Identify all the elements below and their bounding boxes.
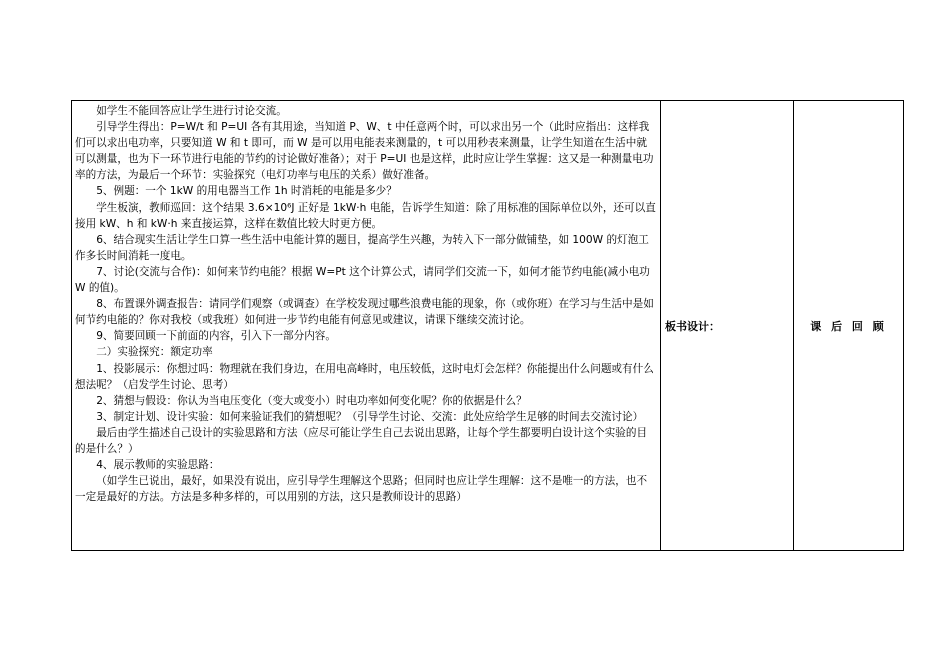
paragraph: 7、讨论(交流与合作)：如何来节约电能？根据 W=Pt 这个计算公式，请同学们交流一下，如何才能节约电能(减小电功 W 的值)。 (75, 265, 650, 295)
paragraph: 如学生不能回答应让学生进行讨论交流。 (96, 105, 287, 117)
paragraph: 2、猜想与假设：你认为当电压变化（变大或变小）时电功率如何变化呢？你的依据是什么？ (96, 394, 527, 407)
lesson-plan-row (72, 101, 904, 551)
paragraph: 学生板演，教师巡回：这个结果 3.6×10⁶J 正好是 1kW·h 电能，告诉学生知道：除了用标准的国际单位以外，还可以直接用 kW、h 和 kW·h 来直接运算，这样在数值比较大时更方便。 (75, 201, 656, 230)
paragraph: 5、例题：一个 1kW 的用电器当工作 1h 时消耗的电能是多少？ (96, 185, 397, 198)
paragraph: 9、简要回顾一下前面的内容，引入下一部分内容。 (96, 330, 336, 343)
after-class-review-cell (794, 101, 904, 551)
paragraph: 3、制定计划、设计实验：如何来验证我们的猜想呢？（引导学生讨论、交流：此处应给学生足够的时间去交流讨论） (96, 410, 644, 423)
paragraph: 4、展示教师的实验思路： (96, 459, 220, 472)
lesson-plan-table (71, 100, 904, 551)
paragraph: 引导学生得出：P=W/t 和 P=UI 各有其用途，当知道 P、W、t 中任意两个时，可以求出另一个（此时应指出：这样我们可以求出电功率，只要知道 W 和 t 即可，而 W 是可以用电能表来测量的，t 可以用秒表来测量，让学生知道在生活中就可以测量，也为下一环节进行电能的节约的讨论做好准备）；对于 P=UI 也是这样，此时应让学生掌握：这又是一种测量电功率的方法，为最后一个环节：实验探究（电灯功率与电压的关系）做好准备。 (75, 121, 654, 182)
board-design-cell (661, 101, 794, 551)
section-heading: 二）实验探究：额定功率 (96, 346, 213, 359)
paragraph: 6、结合现实生活让学生口算一些生活中电能计算的题目，提高学生兴趣，为转入下一部分做铺垫，如 100W 的灯泡工作多长时间消耗一度电。 (75, 233, 649, 262)
paragraph: 1、投影展示：你想过吗：物理就在我们身边，在用电高峰时，电压较低，这时电灯会怎样？你能提出什么问题或有什么想法呢？（启发学生讨论、思考） (75, 362, 654, 391)
board-design-label: 板书设计： (665, 319, 720, 333)
paragraph: 8、布置课外调查报告：请同学们观察（或调查）在学校发现过哪些浪费电能的现象，你（或你班）在学习与生活中是如何节约电能的？你对我校（或我班）如何进一步节约电能有何意见或建议，请课下继续交流讨论。 (75, 298, 654, 327)
after-class-review-label: 课 后 回 顾 (810, 319, 887, 333)
paragraph: （如学生已说出，最好，如果没有说出，应引导学生理解这个思路；但同时也应让学生理解：这不是唯一的方法，也不一定是最好的方法。方法是多种多样的，可以用别的方法，这只是教师设计的思路） (75, 475, 648, 504)
paragraph: 最后由学生描述自己设计的实验思路和方法（应尽可能让学生自己去说出思路，让每个学生都要明白设计这个实验的目的是什么？） (75, 426, 648, 455)
teaching-process-cell (72, 101, 661, 551)
